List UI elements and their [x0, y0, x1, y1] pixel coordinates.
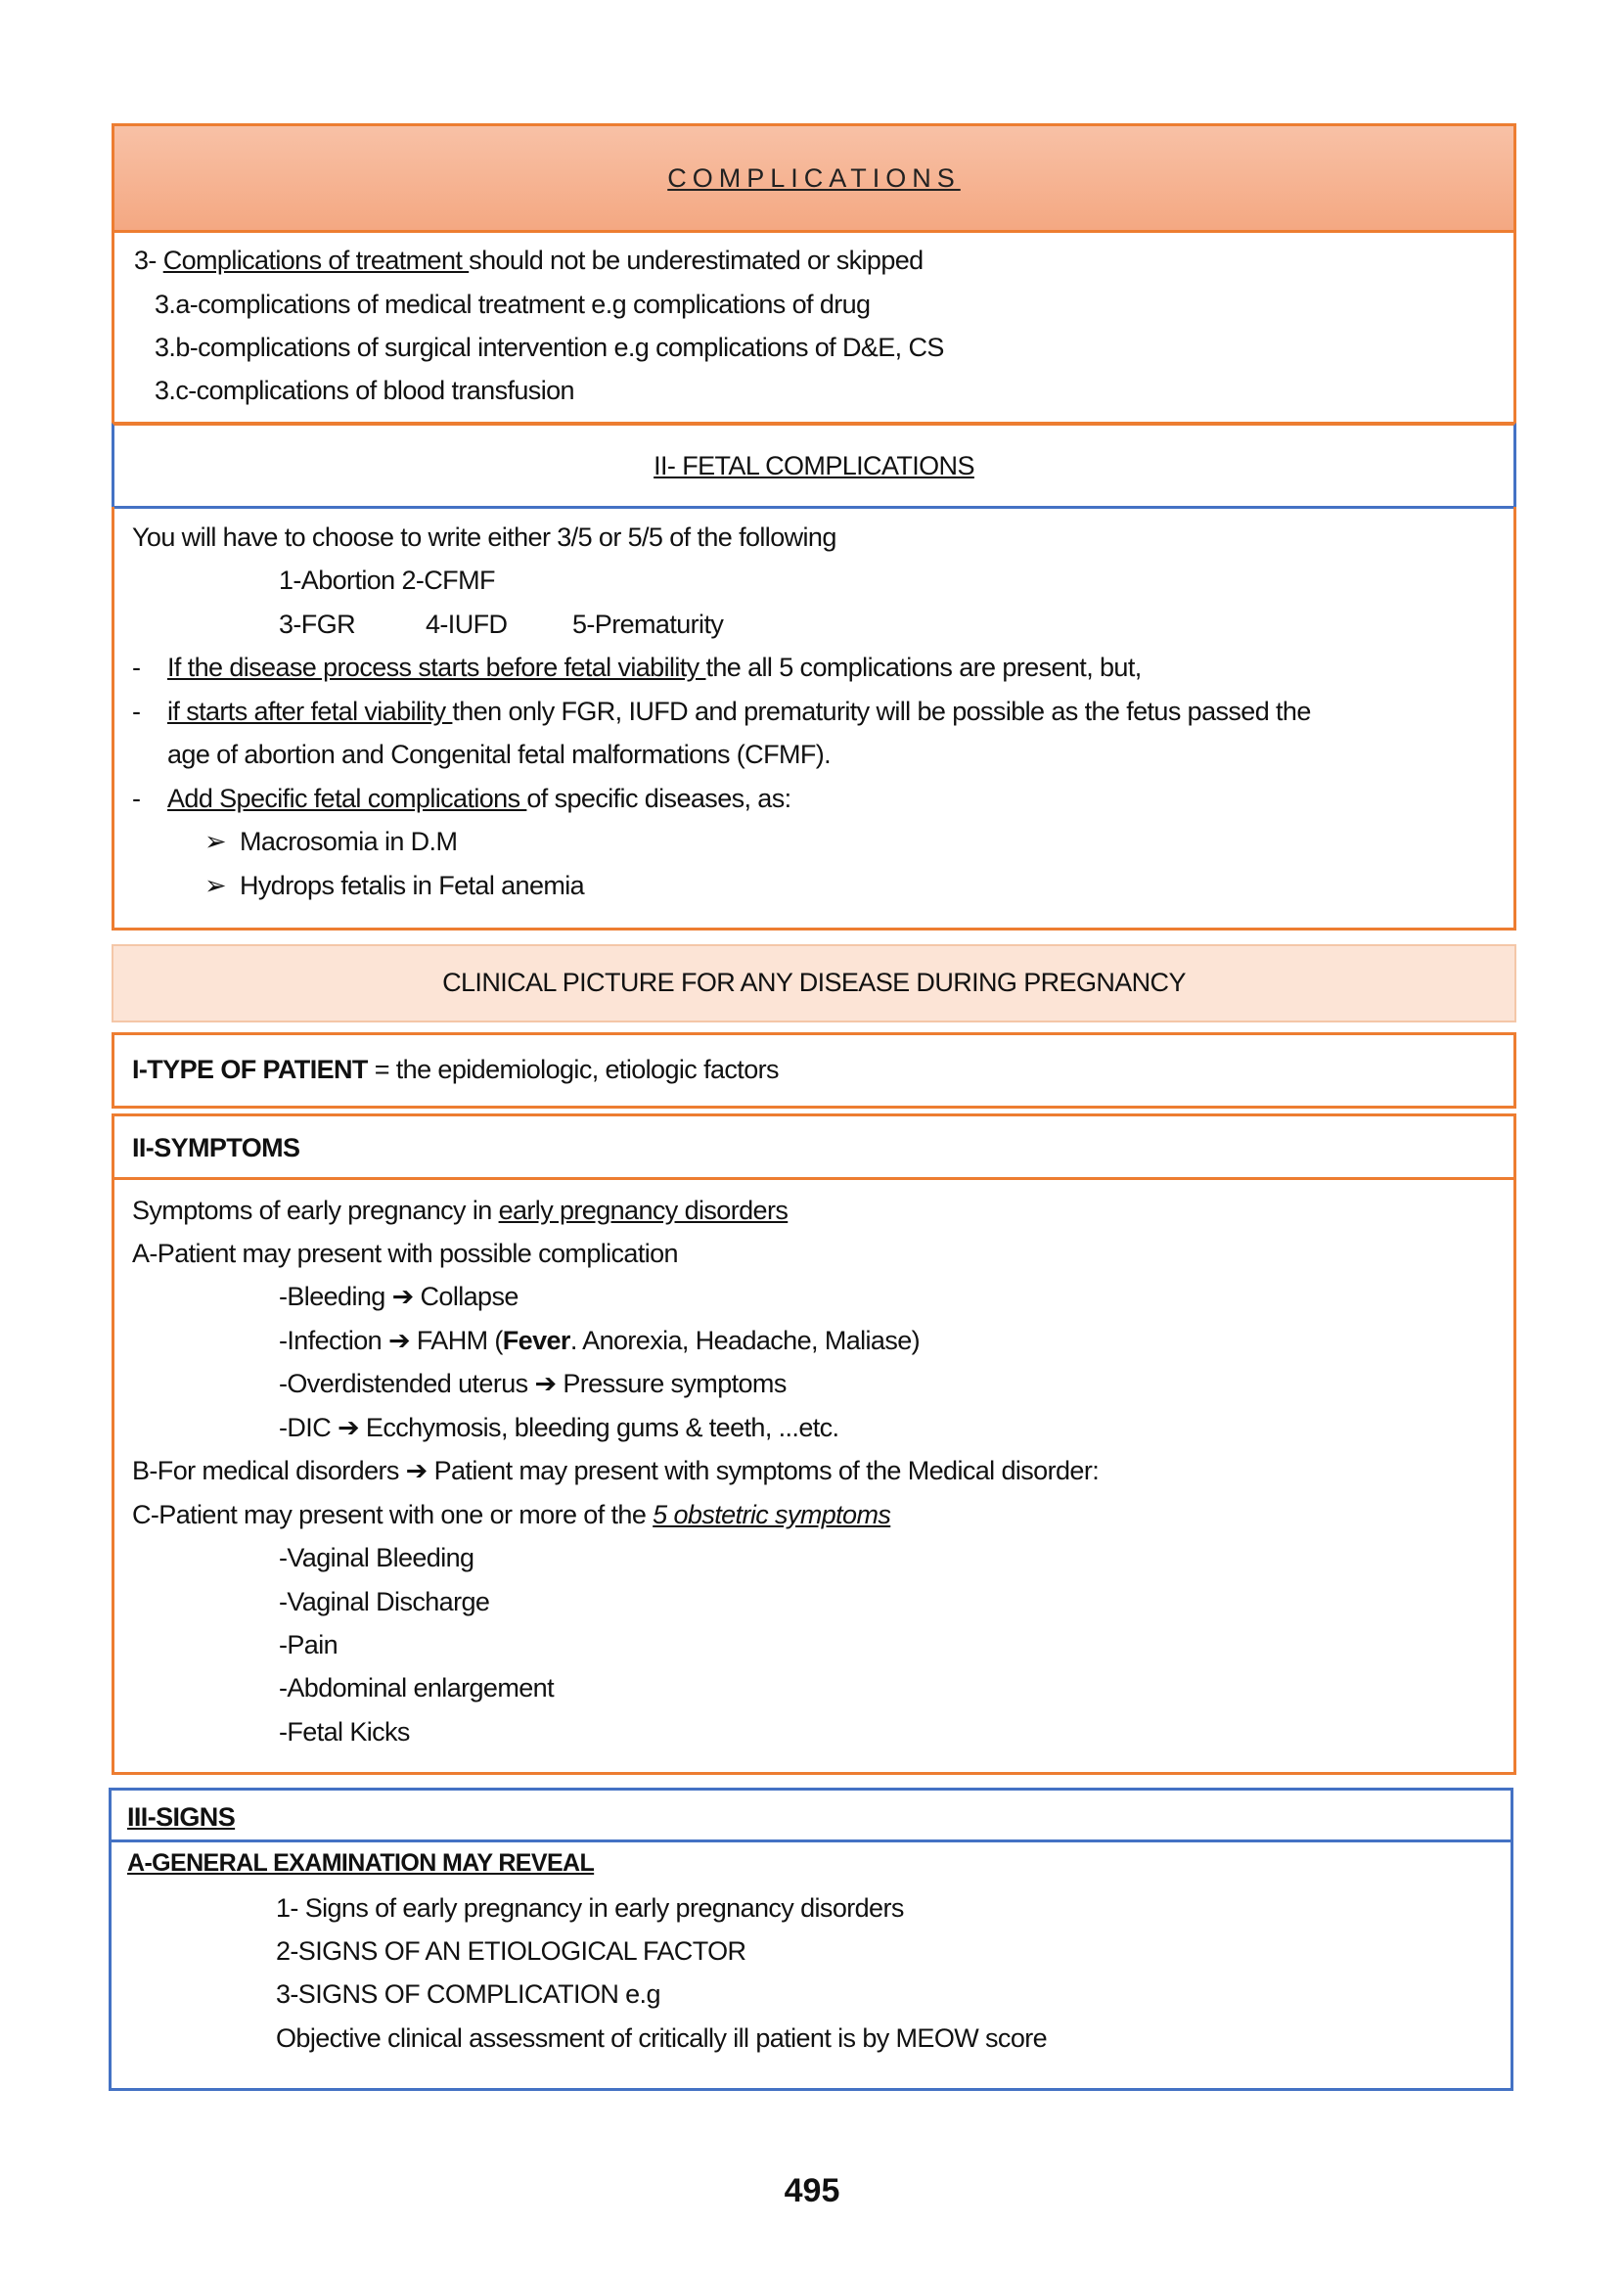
bullet-text: the all 5 complications are present, but,	[705, 653, 1142, 682]
fetal-intro: You will have to choose to write either 3/5 or 5/5 of the following	[132, 522, 836, 552]
page-number: 495	[784, 2172, 840, 2209]
clinical-header	[112, 944, 1516, 1022]
obstetric-item: -Fetal Kicks	[279, 1717, 410, 1747]
text: -Infection ➔ FAHM (	[279, 1326, 503, 1355]
type-label: I-TYPE OF PATIENT	[132, 1055, 368, 1084]
text: . Anorexia, Headache, Maliase)	[569, 1326, 921, 1355]
bullet-text: then only FGR, IUFD and prematurity will be possible as the fetus passed the	[452, 697, 1311, 726]
obstetric-item: -Abdominal enlargement	[279, 1673, 554, 1702]
symptoms-line	[132, 1196, 788, 1226]
sub-bullet	[204, 871, 584, 901]
type-of-patient-box	[112, 1032, 1516, 1109]
bullet-heading: Add Specific fetal complications	[167, 784, 527, 813]
obstetric-item: -Vaginal Discharge	[279, 1587, 490, 1616]
bullet	[132, 697, 1311, 727]
sign-item: Objective clinical assessment of critically ill patient is by MEOW score	[276, 2023, 1048, 2053]
clinical-title: CLINICAL PICTURE FOR ANY DISEASE DURING PREGNANCY	[442, 968, 1186, 997]
sign-item: 3-SIGNS OF COMPLICATION e.g	[276, 1979, 660, 2009]
bullet	[132, 784, 791, 814]
symptoms-title: II-SYMPTOMS	[132, 1133, 300, 1162]
symptoms-line: A-Patient may present with possible complication	[132, 1239, 678, 1268]
complications-title: COMPLICATIONS	[667, 163, 961, 193]
arrowhead-icon: ➢	[204, 827, 227, 856]
bullet-continuation: age of abortion and Congenital fetal malformations (CFMF).	[167, 740, 832, 769]
prefix: 3-	[134, 246, 163, 275]
dash: -	[132, 653, 141, 682]
arrowhead-icon: ➢	[204, 871, 227, 900]
bullet-heading: if starts after fetal viability	[167, 697, 453, 726]
type-text: = the epidemiologic, etiologic factors	[367, 1055, 779, 1084]
complications-header	[112, 123, 1516, 233]
sub-bullet-text: Hydrops fetalis in Fetal anemia	[240, 871, 585, 900]
general-exam-title: A-GENERAL EXAMINATION MAY REVEAL	[127, 1849, 595, 1877]
bold-text: Fever	[502, 1326, 570, 1355]
fetal-list-row: 1-Abortion 2-CFMF	[279, 566, 495, 595]
sign-item: 2-SIGNS OF AN ETIOLOGICAL FACTOR	[276, 1936, 746, 1966]
fetal-header	[112, 423, 1516, 509]
list-item: 3.a-complications of medical treatment e.g complications of drug	[155, 290, 871, 319]
dash: -	[132, 784, 141, 813]
fetal-item: 5-Prematurity	[572, 610, 724, 639]
complication-item: -Bleeding ➔ Collapse	[279, 1282, 519, 1311]
complication-item	[279, 1326, 920, 1356]
signs-body	[109, 1839, 1513, 2091]
symptoms-header	[112, 1113, 1516, 1180]
symptoms-body	[112, 1178, 1516, 1775]
signs-header	[109, 1788, 1513, 1842]
signs-title: III-SIGNS	[127, 1802, 236, 1832]
obstetric-item: -Vaginal Bleeding	[279, 1543, 474, 1572]
sign-item: 1- Signs of early pregnancy in early pregnancy disorders	[276, 1893, 904, 1923]
complication-item: -Overdistended uterus ➔ Pressure symptoms	[279, 1369, 787, 1398]
complication-item: -DIC ➔ Ecchymosis, bleeding gums & teeth, ...etc.	[279, 1413, 839, 1442]
treatment-line	[134, 246, 924, 276]
treatment-rest: should not be underestimated or skipped	[469, 246, 924, 275]
dash: -	[132, 697, 141, 726]
fetal-body	[112, 507, 1516, 931]
treatment-heading: Complications of treatment	[162, 246, 470, 275]
text: Symptoms of early pregnancy in	[132, 1196, 499, 1225]
obstetric-item: -Pain	[279, 1630, 338, 1659]
bullet-heading: If the disease process starts before fetal viability	[167, 653, 706, 682]
complications-body	[112, 231, 1516, 425]
emphasis: early pregnancy disorders	[498, 1196, 789, 1225]
text: C-Patient may present with one or more of the	[132, 1500, 654, 1529]
sub-bullet	[204, 827, 457, 857]
fetal-item: 3-FGR	[279, 610, 356, 639]
bullet	[132, 653, 1142, 683]
emphasis: 5 obstetric symptoms	[653, 1500, 891, 1529]
symptoms-line	[132, 1500, 890, 1530]
bullet-text: of specific diseases, as:	[526, 784, 791, 813]
list-item: 3.b-complications of surgical intervention e.g complications of D&E, CS	[155, 333, 944, 362]
symptoms-line: B-For medical disorders ➔ Patient may present with symptoms of the Medical disorder:	[132, 1456, 1100, 1485]
fetal-title: II- FETAL COMPLICATIONS	[654, 451, 974, 480]
sub-bullet-text: Macrosomia in D.M	[240, 827, 458, 856]
fetal-item: 4-IUFD	[426, 610, 508, 639]
type-of-patient	[132, 1055, 779, 1085]
list-item: 3.c-complications of blood transfusion	[155, 376, 574, 405]
